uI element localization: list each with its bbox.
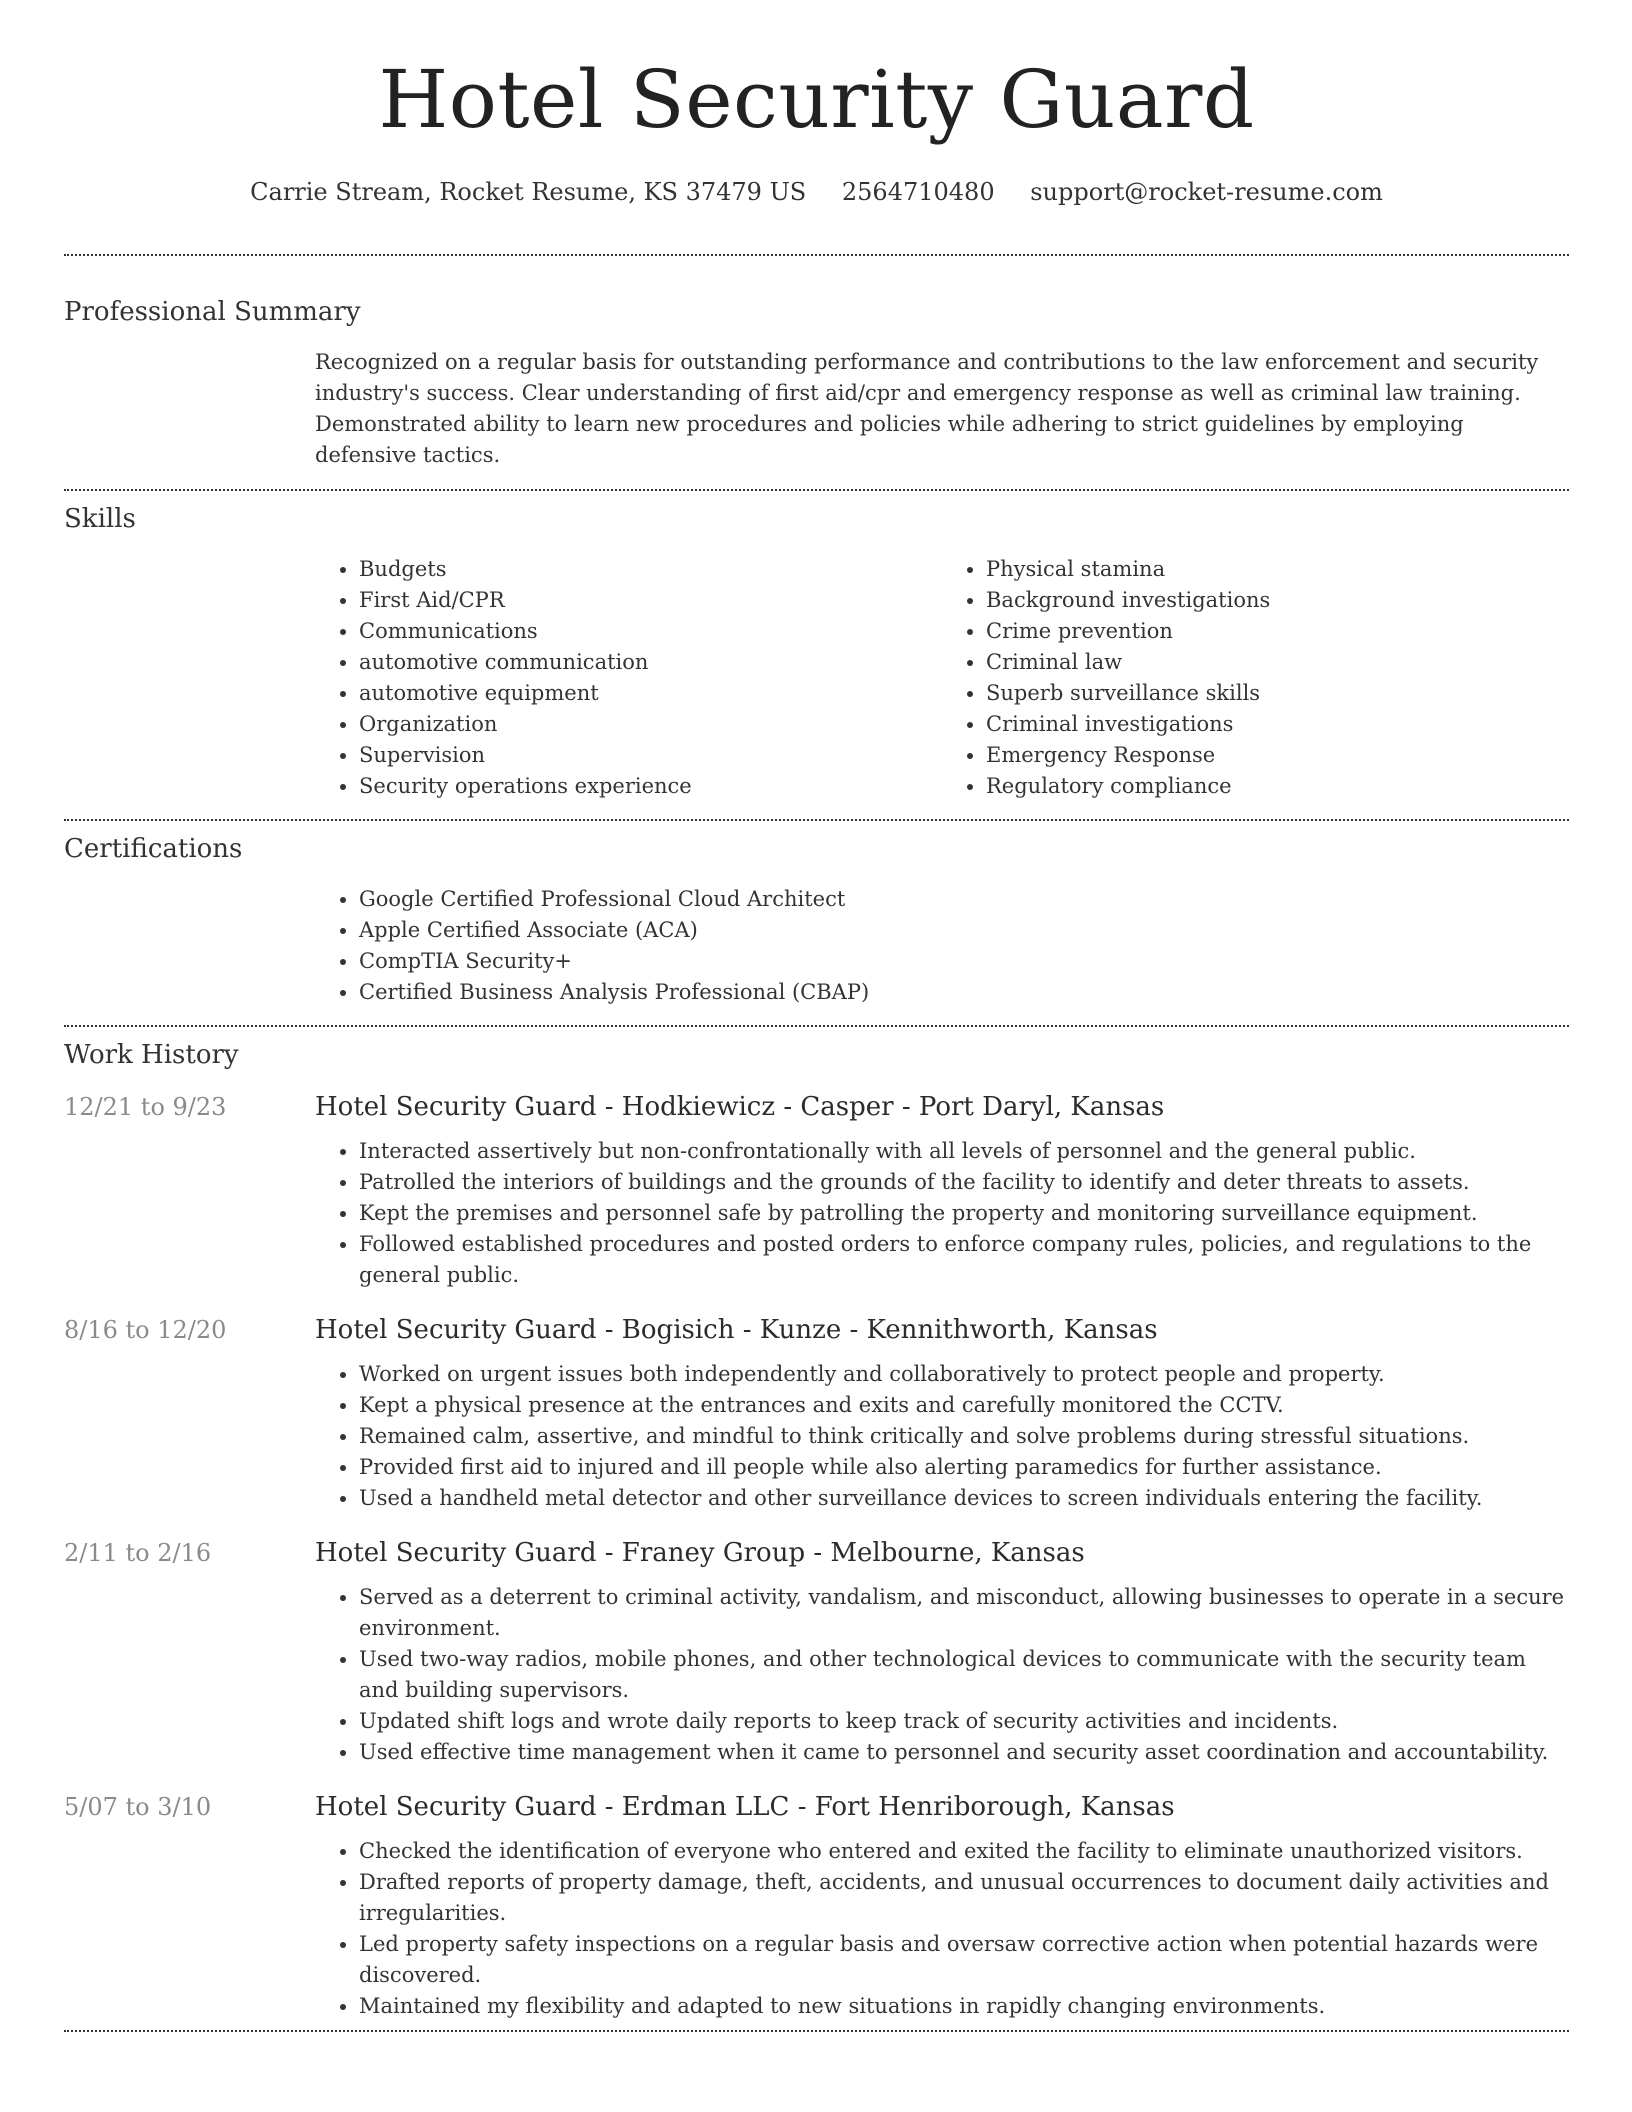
skills-list-right — [942, 554, 1569, 802]
skills-list-left — [315, 554, 942, 802]
summary-section — [64, 297, 1569, 471]
job-bullets — [315, 1582, 1569, 1768]
skill-item: • Supervision — [359, 740, 942, 771]
job-bullet: • Kept the premises and personnel safe by patrolling the property and monitoring surveillance equipment. — [359, 1198, 1569, 1229]
job-title: Hotel Security Guard - Franey Group - Melbourne, Kansas — [315, 1538, 1085, 1568]
job-bullet: • Interacted assertively but non-confrontationally with all levels of personnel and the general public. — [359, 1136, 1569, 1167]
certifications-title: Certifications — [64, 834, 243, 864]
certifications-content — [315, 884, 1569, 1008]
job-bullets — [315, 1836, 1569, 2022]
skills-columns — [315, 554, 1569, 802]
skill-item: • Superb surveillance skills — [986, 678, 1569, 709]
skill-item: • First Aid/CPR — [359, 585, 942, 616]
divider — [64, 254, 1569, 256]
job-bullet: • Drafted reports of property damage, theft, accidents, and unusual occurrences to document daily activities and irregularities. — [359, 1867, 1569, 1929]
job-header — [64, 1792, 1569, 1822]
job-bullet: • Kept a physical presence at the entrances and exits and carefully monitored the CCTV. — [359, 1390, 1569, 1421]
contact-email: support@rocket-resume.com — [1030, 178, 1383, 206]
skill-item: • Organization — [359, 709, 942, 740]
job-title: Hotel Security Guard - Bogisich - Kunze - Kennithworth, Kansas — [315, 1315, 1158, 1345]
certification-item: • Apple Certified Associate (ACA) — [359, 915, 1569, 946]
skill-item: • Criminal law — [986, 647, 1569, 678]
summary-title: Professional Summary — [64, 297, 361, 327]
job-bullet: • Used effective time management when it came to personnel and security asset coordination and accountability. — [359, 1737, 1569, 1768]
skill-item: • Security operations experience — [359, 771, 942, 802]
job-bullet: • Served as a deterrent to criminal activity, vandalism, and misconduct, allowing businesses to operate in a secure environment. — [359, 1582, 1569, 1644]
job-bullet: • Led property safety inspections on a regular basis and oversaw corrective action when potential hazards were discovered. — [359, 1929, 1569, 1991]
job-dates: 8/16 to 12/20 — [64, 1316, 227, 1344]
job-bullets — [315, 1136, 1569, 1291]
skill-item: • Emergency Response — [986, 740, 1569, 771]
certification-item: • Google Certified Professional Cloud Architect — [359, 884, 1569, 915]
skill-item: • Regulatory compliance — [986, 771, 1569, 802]
job-bullet: • Updated shift logs and wrote daily reports to keep track of security activities and incidents. — [359, 1706, 1569, 1737]
job-header — [64, 1315, 1569, 1345]
skill-item: • Crime prevention — [986, 616, 1569, 647]
job-title: Hotel Security Guard - Hodkiewicz - Casper - Port Daryl, Kansas — [315, 1092, 1165, 1122]
skill-item: • Background investigations — [986, 585, 1569, 616]
job-bullet: • Used two-way radios, mobile phones, and other technological devices to communicate with the security team and building supervisors. — [359, 1644, 1569, 1706]
contact-phone: 2564710480 — [841, 178, 995, 206]
resume-page — [64, 0, 1569, 2032]
job-header — [64, 1092, 1569, 1122]
job-dates: 5/07 to 3/10 — [64, 1793, 212, 1821]
job-entry — [64, 1315, 1569, 1514]
job-bullet: • Checked the identification of everyone who entered and exited the facility to eliminate unauthorized visitors. — [359, 1836, 1569, 1867]
job-bullet: • Maintained my flexibility and adapted to new situations in rapidly changing environments. — [359, 1991, 1569, 2022]
skill-item: • Budgets — [359, 554, 942, 585]
certification-item: • CompTIA Security+ — [359, 946, 1569, 977]
job-dates: 2/11 to 2/16 — [64, 1539, 212, 1567]
skill-item: • Physical stamina — [986, 554, 1569, 585]
skill-item: • automotive communication — [359, 647, 942, 678]
job-bullet: • Provided first aid to injured and ill people while also alerting paramedics for further assistance. — [359, 1452, 1569, 1483]
skill-item: • Communications — [359, 616, 942, 647]
divider — [64, 819, 1569, 821]
skills-title: Skills — [64, 504, 136, 534]
job-entry — [64, 1092, 1569, 1291]
divider — [64, 1025, 1569, 1027]
work-section — [64, 1040, 1569, 2022]
certifications-section — [64, 834, 1569, 1008]
job-entry — [64, 1538, 1569, 1768]
contact-line — [64, 178, 1569, 206]
job-bullet: • Used a handheld metal detector and other surveillance devices to screen individuals entering the facility. — [359, 1483, 1569, 1514]
job-entry — [64, 1792, 1569, 2022]
skill-item: • automotive equipment — [359, 678, 942, 709]
job-bullets — [315, 1359, 1569, 1514]
contact-address: Carrie Stream, Rocket Resume, KS 37479 US — [250, 178, 807, 206]
job-dates: 12/21 to 9/23 — [64, 1093, 227, 1121]
divider — [64, 2030, 1569, 2032]
certifications-list — [315, 884, 1569, 1008]
divider — [64, 489, 1569, 491]
job-bullet: • Remained calm, assertive, and mindful to think critically and solve problems during stressful situations. — [359, 1421, 1569, 1452]
skill-item: • Criminal investigations — [986, 709, 1569, 740]
certification-item: • Certified Business Analysis Professional (CBAP) — [359, 977, 1569, 1008]
job-header — [64, 1538, 1569, 1568]
job-bullet: • Worked on urgent issues both independently and collaboratively to protect people and property. — [359, 1359, 1569, 1390]
work-title: Work History — [64, 1040, 239, 1070]
resume-name: Hotel Security Guard — [378, 53, 1255, 146]
job-title: Hotel Security Guard - Erdman LLC - Fort Henriborough, Kansas — [315, 1792, 1175, 1822]
summary-text: Recognized on a regular basis for outstanding performance and contributions to the law enforcement and security industry's success. Clear understanding of first aid/cpr and emergency response as well as criminal law training. Demonstrated ability to learn new procedures and policies while adhering to strict guidelines by employing defensive tactics. — [315, 350, 1539, 467]
job-bullet: • Followed established procedures and posted orders to enforce company rules, policies, and regulations to the general public. — [359, 1229, 1569, 1291]
skills-section — [64, 504, 1569, 802]
job-bullet: • Patrolled the interiors of buildings and the grounds of the facility to identify and deter threats to assets. — [359, 1167, 1569, 1198]
